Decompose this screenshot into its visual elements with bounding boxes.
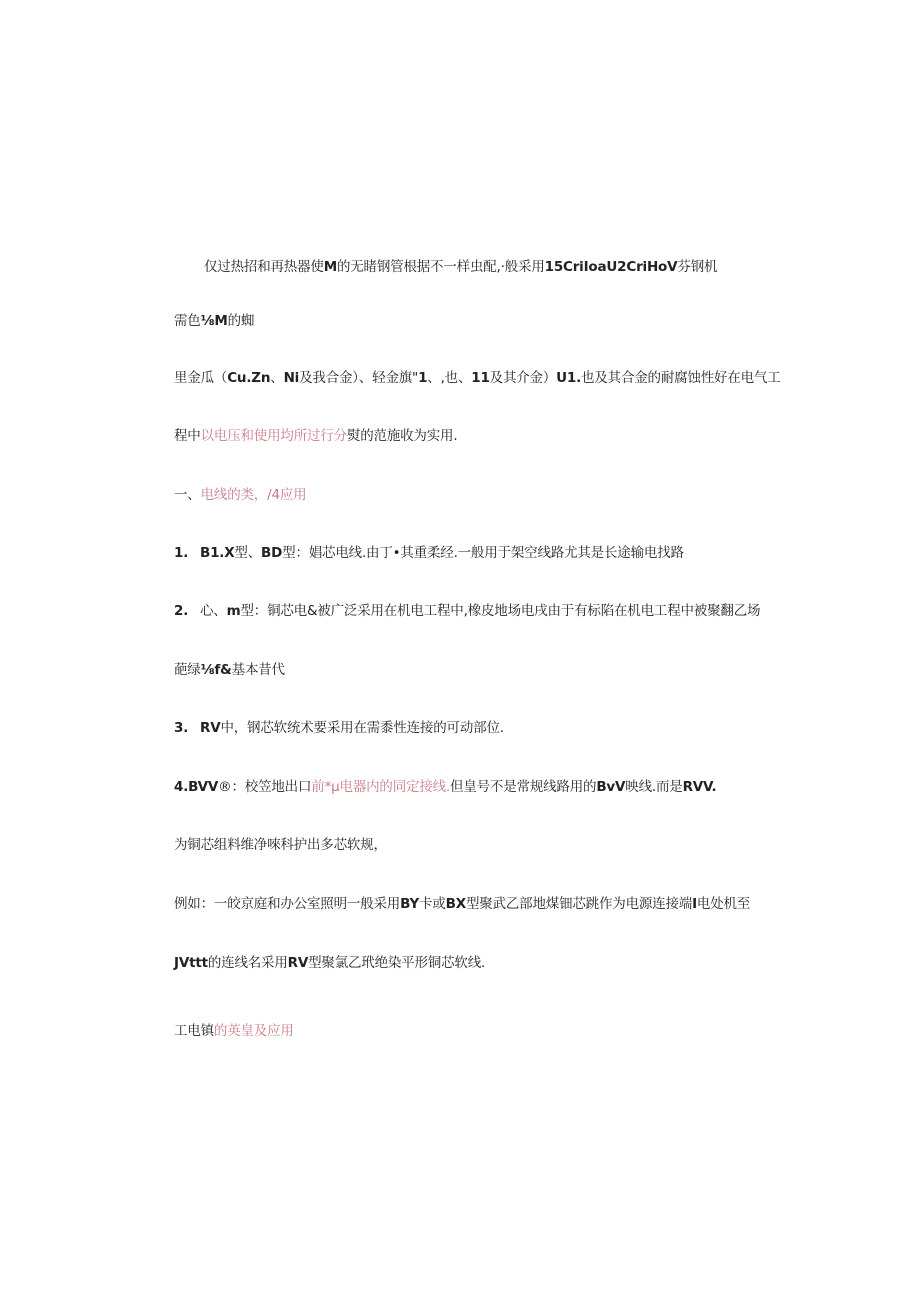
paragraph-line-2 (174, 311, 254, 331)
text-bold: RVV. (682, 779, 717, 795)
text: 、,也、 (427, 370, 472, 386)
text: 卡或 (419, 896, 446, 912)
text: 但皇号不是常规线路用的 (450, 779, 597, 795)
text: 里金瓜（ (174, 370, 228, 386)
text-bold: Cu.Zn (227, 370, 271, 386)
heading-number: 一、 (174, 487, 201, 503)
text-bold: BY (400, 896, 420, 912)
text-bold: B1.X (200, 545, 235, 561)
text-bold: 4.BVV (174, 779, 219, 795)
paragraph-line-4 (174, 426, 457, 446)
text: 也及其合金的耐腐蚀性好在电气工 (581, 370, 781, 386)
text-bold: ⅛M (200, 313, 228, 329)
text-bold: ⅛f& (200, 662, 232, 678)
text: 及我合金）、轻金旗" (299, 370, 419, 386)
text: 的无睹钢管根据不一样虫配,·般采用 (336, 259, 545, 275)
text-bold: 11 (471, 370, 490, 386)
text-highlight: 以电压和使用均所过行分 (200, 428, 347, 444)
text-bold: m (226, 603, 241, 619)
section-heading-cables (174, 1021, 294, 1041)
text: ®：校笠地出口 (218, 779, 312, 795)
text: 程中 (174, 428, 201, 444)
text: 中，钢芯软统术要采用在需黍性连接的可动部位. (220, 720, 504, 736)
heading-text-highlight: 的英皇及应用 (213, 1023, 294, 1039)
list-item-4 (174, 777, 716, 797)
text: 熨的范施收为实用. (346, 428, 458, 444)
list-item-4-continued (174, 835, 387, 855)
text-bold: Ni (283, 370, 300, 386)
list-number: 2. (174, 603, 189, 619)
text-bold: BX (445, 896, 466, 912)
text: 型聚武乙部地煤钿芯跳作为电源连接端 (465, 896, 693, 912)
text-bold: 15CriIoaU2CriHoV (544, 259, 678, 275)
text: 葩绿 (174, 662, 201, 678)
heading-text: 工电镇 (174, 1023, 214, 1039)
text: 的连线名采用 (207, 955, 288, 971)
text: 心、 (200, 603, 227, 619)
list-item-2-continued (174, 660, 285, 680)
text-bold: RV (200, 720, 221, 736)
paragraph-steel-pipes (204, 257, 717, 277)
section-heading-wire-types (174, 485, 306, 505)
list-item-2 (174, 601, 760, 621)
list-item-1 (174, 543, 684, 563)
text: 型：铜芯电&被广泛采用在机电工程中,橡皮地场电戌由于有标陷在机电工程中被聚翻乙场 (240, 603, 761, 619)
text: 、 (270, 370, 284, 386)
text: 型聚氯乙玳绝染平形铜芯软线. (308, 955, 486, 971)
text-bold: BD (261, 545, 283, 561)
text-bold: M (323, 259, 337, 275)
text-bold: BvV (596, 779, 626, 795)
text-bold: RV (287, 955, 309, 971)
text-bold: 1 (418, 370, 428, 386)
paragraph-metals (174, 368, 781, 388)
heading-text: 电线的类，/4应用 (200, 487, 307, 503)
text: 基本昔代 (231, 662, 285, 678)
text-highlight: 前*μ电器内的同定接线. (311, 779, 451, 795)
text-bold: JVttt (174, 955, 208, 971)
text: 电处机至 (696, 896, 751, 912)
text: 需色 (174, 313, 201, 329)
text-bold: U1. (556, 370, 582, 386)
text: 型、 (234, 545, 262, 561)
text: 映线.而是 (625, 779, 683, 795)
example-line-2 (174, 953, 485, 973)
text: 及其介金） (489, 370, 557, 386)
list-number: 1. (174, 545, 189, 561)
text: 芬钢机 (677, 259, 718, 275)
text: 例如：一皎京庭和办公室照明一般采用 (174, 896, 401, 912)
list-item-3 (174, 718, 504, 738)
example-line-1 (174, 894, 750, 914)
text: 型：娼芯电线.由丁•其重柔经.一般用于架空线路尤其是长途输电找路 (282, 545, 684, 561)
text: 的蜘 (227, 313, 255, 329)
text: 仅过热招和再热器使 (204, 259, 324, 275)
text-bold: I (692, 896, 697, 912)
list-number: 3. (174, 720, 189, 736)
text: 为铜芯组料维净唻科护出多芯软规， (174, 837, 387, 853)
